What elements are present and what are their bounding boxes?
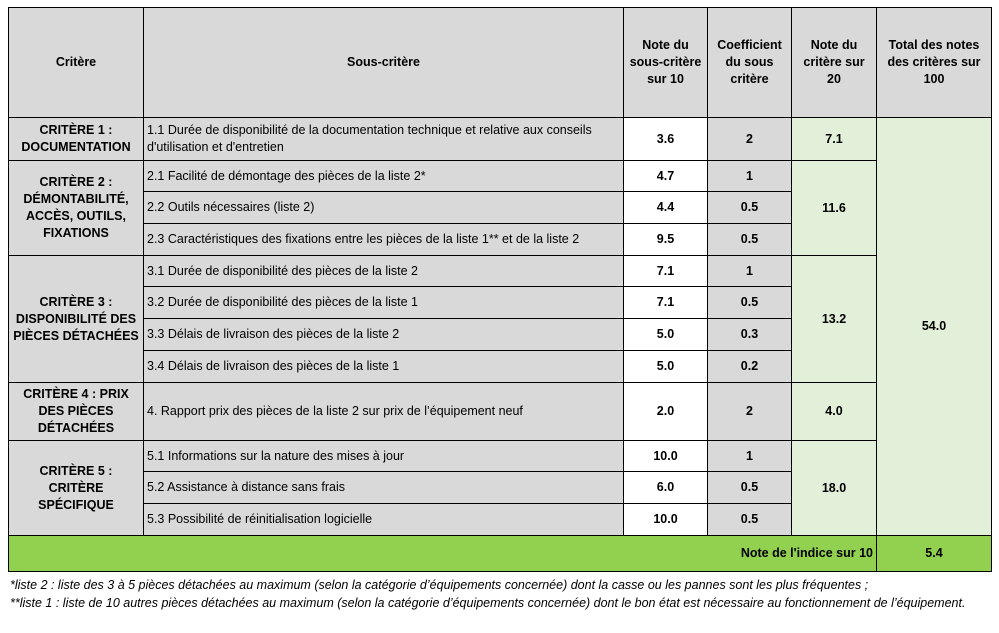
header-row <box>9 8 992 118</box>
sous-critere-label: 3.4 Délais de livraison des pièces de la liste 1 <box>144 351 624 383</box>
header-sous-critere: Sous-critère <box>144 8 624 118</box>
footnotes <box>10 576 980 612</box>
critere-label: CRITÈRE 5 : CRITÈRE SPÉCIFIQUE <box>9 441 144 536</box>
table-row <box>9 118 992 161</box>
header-coefficient: Coefficient du sous critère <box>708 8 792 118</box>
note-critere: 7.1 <box>792 118 877 161</box>
footnote-liste-2: *liste 2 : liste des 3 à 5 pièces détachées au maximum (selon la catégorie d’équipements concernée) dont la casse ou les pannes sont les plus fréquentes ; <box>10 578 869 592</box>
coefficient: 0.5 <box>708 287 792 319</box>
sous-critere-label: 2.1 Facilité de démontage des pièces de la liste 2* <box>144 161 624 192</box>
header-note-sous-critere: Note du sous-critère sur 10 <box>624 8 708 118</box>
critere-label: CRITÈRE 2 : DÉMONTABILITÉ, ACCÈS, OUTILS, FIXATIONS <box>9 161 144 256</box>
header-note-critere: Note du critère sur 20 <box>792 8 877 118</box>
note-sous-critere: 5.0 <box>624 319 708 351</box>
note-sous-critere: 10.0 <box>624 504 708 536</box>
table-row <box>9 161 992 192</box>
note-critere: 13.2 <box>792 256 877 383</box>
note-sous-critere: 4.4 <box>624 192 708 224</box>
header-critere: Critère <box>9 8 144 118</box>
footnote-liste-1: **liste 1 : liste de 10 autres pièces détachées au maximum (selon la catégorie d’équipements concernée) dont le bon état est nécessaire au fonctionnement de l’équipement. <box>10 596 966 610</box>
note-critere: 18.0 <box>792 441 877 536</box>
sous-critere-label: 3.2 Durée de disponibilité des pièces de la liste 1 <box>144 287 624 319</box>
sous-critere-label: 5.2 Assistance à distance sans frais <box>144 472 624 504</box>
note-sous-critere: 6.0 <box>624 472 708 504</box>
coefficient: 0.5 <box>708 472 792 504</box>
note-critere: 4.0 <box>792 383 877 441</box>
note-critere: 11.6 <box>792 161 877 256</box>
coefficient: 1 <box>708 441 792 472</box>
note-sous-critere: 5.0 <box>624 351 708 383</box>
repairability-table <box>8 7 992 572</box>
note-sous-critere: 4.7 <box>624 161 708 192</box>
table-row <box>9 383 992 441</box>
note-sous-critere: 7.1 <box>624 287 708 319</box>
sous-critere-label: 5.1 Informations sur la nature des mises à jour <box>144 441 624 472</box>
sous-critere-label: 2.2 Outils nécessaires (liste 2) <box>144 192 624 224</box>
coefficient: 0.2 <box>708 351 792 383</box>
sous-critere-label: 1.1 Durée de disponibilité de la documentation technique et relative aux conseils d'utilisation et d'entretien <box>144 118 624 161</box>
coefficient: 0.5 <box>708 504 792 536</box>
sous-critere-label: 4. Rapport prix des pièces de la liste 2 sur prix de l’équipement neuf <box>144 383 624 441</box>
index-label: Note de l'indice sur 10 <box>9 536 877 572</box>
coefficient: 1 <box>708 161 792 192</box>
critere-label: CRITÈRE 1 : DOCUMENTATION <box>9 118 144 161</box>
note-sous-critere: 2.0 <box>624 383 708 441</box>
coefficient: 2 <box>708 118 792 161</box>
sous-critere-label: 5.3 Possibilité de réinitialisation logicielle <box>144 504 624 536</box>
total-sur-100: 54.0 <box>877 118 992 536</box>
critere-label: CRITÈRE 3 : DISPONIBILITÉ DES PIÈCES DÉTACHÉES <box>9 256 144 383</box>
note-sous-critere: 3.6 <box>624 118 708 161</box>
coefficient: 0.3 <box>708 319 792 351</box>
table-row <box>9 441 992 472</box>
coefficient: 2 <box>708 383 792 441</box>
sous-critere-label: 3.1 Durée de disponibilité des pièces de la liste 2 <box>144 256 624 287</box>
table-row <box>9 256 992 287</box>
coefficient: 0.5 <box>708 192 792 224</box>
index-row <box>9 536 992 572</box>
sous-critere-label: 3.3 Délais de livraison des pièces de la liste 2 <box>144 319 624 351</box>
note-sous-critere: 7.1 <box>624 256 708 287</box>
header-total: Total des notes des critères sur 100 <box>877 8 992 118</box>
note-sous-critere: 10.0 <box>624 441 708 472</box>
note-sous-critere: 9.5 <box>624 224 708 256</box>
index-value: 5.4 <box>877 536 992 572</box>
coefficient: 1 <box>708 256 792 287</box>
critere-label: CRITÈRE 4 : PRIX DES PIÈCES DÉTACHÉES <box>9 383 144 441</box>
coefficient: 0.5 <box>708 224 792 256</box>
sous-critere-label: 2.3 Caractéristiques des fixations entre les pièces de la liste 1** et de la liste 2 <box>144 224 624 256</box>
